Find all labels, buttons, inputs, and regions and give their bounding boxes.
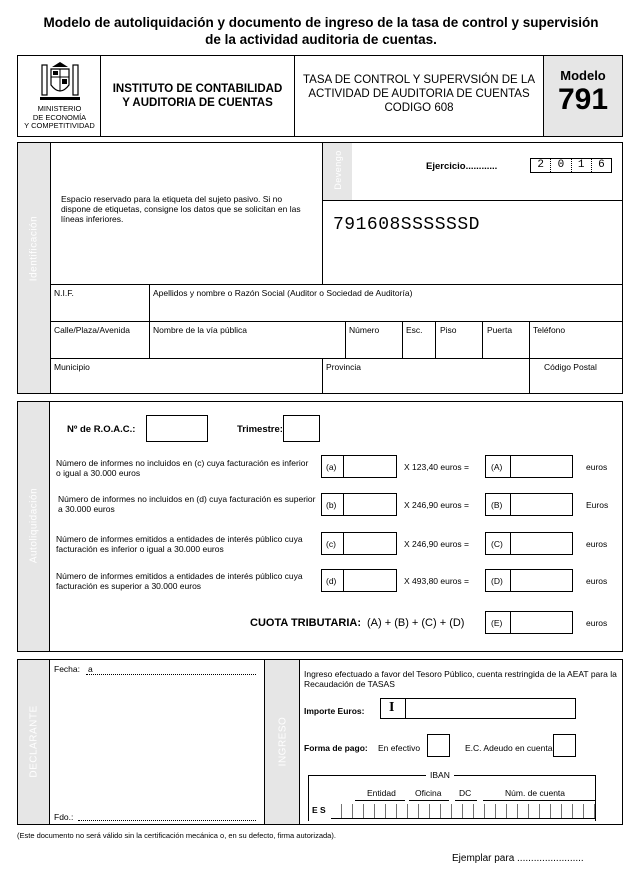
fdo-line[interactable] xyxy=(78,820,256,821)
row-c-count-box[interactable] xyxy=(321,532,397,555)
fecha-line[interactable] xyxy=(86,674,256,675)
label-area xyxy=(50,143,322,284)
row-b-count-tag: (b) xyxy=(326,500,337,510)
name-label: Apellidos y nombre o Razón Social (Auditor o Sociedad de Auditoría) xyxy=(153,288,413,298)
row-b-unit: Euros xyxy=(586,500,609,510)
row-a-rate: X 123,40 euros = xyxy=(404,462,469,472)
row-d-count-tag: (d) xyxy=(326,576,337,586)
iban-digit-ticks xyxy=(331,804,595,819)
identificacion-label: Identificación xyxy=(28,215,40,282)
roac-label: Nº de R.O.A.C.: xyxy=(67,424,136,435)
institute-block xyxy=(101,56,295,136)
institute-line-1: INSTITUTO DE CONTABILIDAD xyxy=(112,83,283,95)
devengo-column xyxy=(322,143,352,201)
tax-line-3: CODIGO 608 xyxy=(384,102,454,114)
ministry-block xyxy=(18,56,101,136)
code-area xyxy=(322,201,622,284)
efectivo-label: En efectivo xyxy=(378,743,421,753)
header-box xyxy=(17,55,623,137)
municipio-label: Municipio xyxy=(54,362,90,372)
year-digit: 1 xyxy=(572,159,592,172)
phone-label: Teléfono xyxy=(533,325,566,335)
row-b-rate: X 246,90 euros = xyxy=(404,500,469,510)
year-digit: 6 xyxy=(598,159,605,171)
street-name-label: Nombre de la vía pública xyxy=(153,325,248,335)
row-d-count-box[interactable] xyxy=(321,569,397,592)
row-a-count-box[interactable] xyxy=(321,455,397,478)
cuota-unit: euros xyxy=(586,618,608,628)
row-c-count-tag: (c) xyxy=(326,539,336,549)
fecha-label: Fecha: xyxy=(54,664,80,674)
tax-line-2: ACTIVIDAD DE AUDITORIA DE CUENTAS xyxy=(308,88,530,100)
row-a-unit: euros xyxy=(586,462,608,472)
nif-row xyxy=(50,284,622,321)
fecha-a: a xyxy=(88,664,93,674)
row-d-unit: euros xyxy=(586,576,608,586)
institute-line-2: Y AUDITORIA DE CUENTAS xyxy=(122,97,273,109)
tax-block xyxy=(295,56,544,136)
address-row xyxy=(50,321,622,358)
label-note: Espacio reservado para la etiqueta del sujeto pasivo. Si no dispone de etiquetas, consigne los datos que se solicitan en las líneas inferiores. xyxy=(61,194,301,224)
number-label: Número xyxy=(349,325,380,335)
row-c-result-box[interactable] xyxy=(485,532,573,555)
puerta-label: Puerta xyxy=(487,325,513,335)
row-c-description: Número de informes emitidos a entidades de interés público cuya facturación es inferior o igual a 30.000 euros xyxy=(56,534,303,554)
row-d-description: Número de informes emitidos a entidades de interés público cuya facturación es superior a 30.000 euros xyxy=(56,571,303,591)
efectivo-checkbox[interactable] xyxy=(427,734,450,757)
entidad-label: Entidad xyxy=(367,788,396,798)
ministry-line-3: Y COMPETITIVIDAD xyxy=(24,121,95,130)
iban-label: IBAN xyxy=(430,770,450,780)
ministry-line-1: MINISTERIO xyxy=(37,104,82,113)
row-c-rate: X 246,90 euros = xyxy=(404,539,469,549)
declarante-label: DECLARANTE xyxy=(28,705,40,778)
ingreso-note: Ingreso efectuado a favor del Tesoro Público, cuenta restringida de la AEAT para la Recaudación de TASAS xyxy=(304,669,617,689)
municipio-row xyxy=(50,358,622,393)
street-type-label: Calle/Plaza/Avenida xyxy=(54,325,130,335)
trimestre-input[interactable] xyxy=(283,415,320,442)
importe-input[interactable] xyxy=(380,698,576,719)
fdo-label: Fdo.: xyxy=(54,812,74,822)
iban-field[interactable] xyxy=(308,775,596,821)
cuota-result-box[interactable] xyxy=(485,611,573,634)
title-line-1: Modelo de autoliquidación y documento de ingreso de la tasa de control y supervisión xyxy=(43,15,599,30)
piso-label: Piso xyxy=(440,325,457,335)
devengo-label: Devengo xyxy=(333,150,343,190)
coat-of-arms-icon xyxy=(38,59,82,103)
row-d-result-box[interactable] xyxy=(485,569,573,592)
document-title xyxy=(0,14,642,48)
validity-note: (Este documento no será válido sin la certificación mecánica o, en su defecto, firma autorizada). xyxy=(17,831,336,840)
autoliquidacion-section xyxy=(17,401,623,652)
ejercicio-area xyxy=(352,143,622,201)
row-a-description: Número de informes no incluidos en (c) cuya facturación es inferior o igual a 30.000 euros xyxy=(56,458,309,478)
cuota-result-tag: (E) xyxy=(491,618,503,628)
cuota-formula: (A) + (B) + (C) + (D) xyxy=(367,617,465,629)
row-c-result-tag: (C) xyxy=(491,539,503,549)
row-d-result-tag: (D) xyxy=(491,576,503,586)
modelo-number: 791 xyxy=(557,83,609,116)
cuenta-label: Núm. de cuenta xyxy=(505,788,566,798)
nif-label: N.I.F. xyxy=(54,288,74,298)
dc-label: DC xyxy=(459,788,472,798)
cuota-label: CUOTA TRIBUTARIA: xyxy=(250,617,361,629)
title-line-2: de la actividad auditoria de cuentas. xyxy=(205,32,437,47)
modelo-block xyxy=(544,56,622,136)
forma-label: Forma de pago: xyxy=(304,743,368,753)
ingreso-label: INGRESO xyxy=(277,716,289,767)
row-a-count-tag: (a) xyxy=(326,462,337,472)
row-b-count-box[interactable] xyxy=(321,493,397,516)
importe-prefix: I xyxy=(389,700,395,715)
ejemplar-label: Ejemplar para ........................ xyxy=(452,853,584,864)
adeudo-label: E.C. Adeudo en cuenta xyxy=(465,743,553,753)
identificacion-section xyxy=(17,142,623,394)
esc-label: Esc. xyxy=(406,325,423,335)
year-boxes[interactable] xyxy=(530,158,612,173)
autoliquidacion-label: Autoliquidación xyxy=(28,487,40,564)
postal-label: Código Postal xyxy=(544,362,597,372)
trimestre-label: Trimestre: xyxy=(237,424,283,435)
roac-input[interactable] xyxy=(146,415,208,442)
year-digit: 0 xyxy=(551,159,571,172)
tax-line-1: TASA DE CONTROL Y SUPERVSIÓN DE LA xyxy=(303,74,535,86)
modelo-label: Modelo xyxy=(560,68,606,83)
es-prefix: E S xyxy=(312,805,326,815)
ministry-line-2: DE ECONOMÍA xyxy=(32,112,87,122)
row-b-result-box[interactable] xyxy=(485,493,573,516)
row-c-unit: euros xyxy=(586,539,608,549)
document-code: 791608SSSSSSD xyxy=(333,215,480,235)
ejercicio-label: Ejercicio............ xyxy=(426,161,498,172)
row-a-result-tag: (A) xyxy=(491,462,503,472)
declarante-ingreso-section xyxy=(17,659,623,825)
year-digit: 2 xyxy=(531,159,551,172)
row-a-result-box[interactable] xyxy=(485,455,573,478)
row-b-description: Número de informes no incluidos en (d) cuya facturación es superior a 30.000 euros xyxy=(58,494,316,514)
oficina-label: Oficina xyxy=(415,788,442,798)
importe-label: Importe Euros: xyxy=(304,706,365,716)
row-b-result-tag: (B) xyxy=(491,500,503,510)
adeudo-checkbox[interactable] xyxy=(553,734,576,757)
provincia-label: Provincia xyxy=(326,362,361,372)
row-d-rate: X 493,80 euros = xyxy=(404,576,469,586)
